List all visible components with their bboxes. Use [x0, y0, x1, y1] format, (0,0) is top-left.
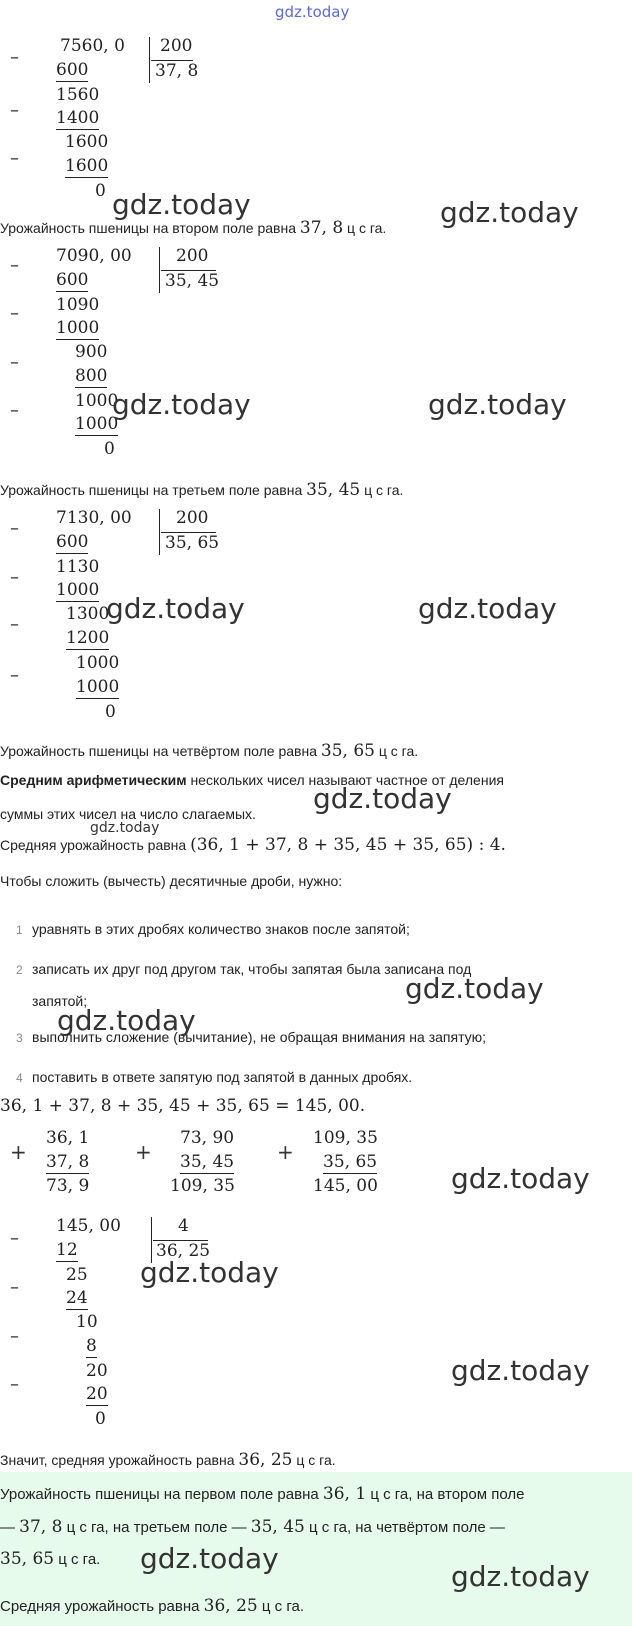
minus-sign: – [10, 148, 19, 169]
division-bar [159, 247, 160, 293]
average-formula: Средняя урожайность равна (36, 1 + 37, 8 + 35, 45 + 35, 65) : 4. [0, 835, 506, 855]
addend: 35, 45 [180, 1152, 235, 1172]
list-item: поставить в ответе запятую под запятой в данных дробях. [32, 1069, 413, 1085]
quotient: 35, 65 [165, 533, 220, 553]
dividend: 7090, 00 [56, 246, 132, 266]
watermark: gdz.today [451, 1162, 590, 1195]
watermark: gdz.today [106, 592, 245, 625]
watermark: gdz.today [451, 1354, 590, 1387]
division-step: 12 [56, 1240, 78, 1260]
watermark: gdz.today [440, 196, 579, 229]
minus-sign: – [10, 518, 19, 539]
minus-sign: – [10, 303, 19, 324]
answer-final: Средняя урожайность равна 36, 25 ц с га. [0, 1596, 304, 1616]
watermark: gdz.today [140, 1256, 279, 1289]
addend: 109, 35 [313, 1128, 378, 1148]
division-step: 600 [56, 532, 89, 552]
addend: 36, 1 [46, 1128, 90, 1148]
watermark: gdz.today [428, 388, 567, 421]
minus-sign: – [10, 1228, 19, 1249]
sum-result: 145, 00 [313, 1176, 378, 1196]
division-step: 1000 [76, 653, 120, 673]
definition-line-2: суммы этих чисел на число слагаемых. [0, 806, 256, 822]
sum-result: 109, 35 [170, 1176, 235, 1196]
watermark: gdz.today [57, 1004, 196, 1037]
watermark: gdz.today [451, 1560, 590, 1593]
divisor: 4 [178, 1216, 189, 1236]
minus-sign: – [10, 665, 19, 686]
result-text-field-3: Урожайность пшеницы на третьем поле равна 35, 45 ц с га. [0, 480, 404, 500]
minus-sign: – [10, 1374, 19, 1395]
divisor: 200 [176, 508, 209, 528]
quotient: 35, 45 [165, 271, 220, 291]
plus-sign: + [10, 1140, 27, 1164]
division-remainder: 0 [95, 181, 106, 201]
division-step: 1200 [66, 628, 110, 648]
addend: 73, 90 [180, 1128, 235, 1148]
watermark: gdz.today [112, 188, 251, 221]
division-step: 1090 [56, 295, 100, 315]
division-remainder: 0 [95, 1409, 106, 1429]
list-number: 2 [16, 963, 23, 977]
plus-sign: + [277, 1140, 294, 1164]
division-step: 1600 [65, 156, 109, 176]
divisor: 200 [160, 36, 193, 56]
division-step: 1000 [56, 318, 100, 338]
division-step: 1300 [66, 604, 110, 624]
divisor: 200 [176, 246, 209, 266]
minus-sign: – [10, 352, 19, 373]
watermark: gdz.today [418, 592, 557, 625]
division-step: 600 [56, 270, 89, 290]
division-step: 1600 [65, 132, 109, 152]
minus-sign: – [10, 47, 19, 68]
division-step: 24 [66, 1288, 88, 1308]
division-step: 1000 [75, 391, 119, 411]
minus-sign: – [10, 1326, 19, 1347]
minus-sign: – [10, 567, 19, 588]
division-step: 20 [86, 1384, 108, 1404]
division-step: 900 [75, 342, 108, 362]
division-step: 1400 [56, 108, 100, 128]
dividend: 145, 00 [56, 1216, 121, 1236]
site-header-logo[interactable]: gdz.today [275, 3, 350, 21]
division-remainder: 0 [104, 439, 115, 459]
rule-intro: Чтобы сложить (вычесть) десятичные дроби, нужно: [0, 873, 343, 889]
minus-sign: – [10, 1277, 19, 1298]
dividend: 7130, 00 [56, 508, 132, 528]
watermark: gdz.today [112, 388, 251, 421]
minus-sign: – [10, 100, 19, 121]
list-number: 1 [16, 923, 23, 937]
minus-sign: – [10, 614, 19, 635]
watermark: gdz.today [405, 972, 544, 1005]
addend: 35, 65 [323, 1152, 378, 1172]
plus-sign: + [135, 1140, 152, 1164]
result-text-field-2: Урожайность пшеницы на втором поле равна 37, 8 ц с га. [0, 218, 387, 238]
answer-line-2: — 37, 8 ц с га, на третьем поле — 35, 45 ц с га, на четвёртом поле — [0, 1517, 505, 1537]
quotient: 37, 8 [155, 61, 199, 81]
division-step: 1560 [56, 85, 100, 105]
division-step: 1000 [76, 677, 120, 697]
division-step: 10 [76, 1312, 98, 1332]
answer-line-1: Урожайность пшеницы на первом поле равна 36, 1 ц с га, на втором поле [0, 1484, 525, 1504]
division-step: 8 [86, 1336, 97, 1356]
addend: 37, 8 [46, 1152, 90, 1172]
definition-line-1: Средним арифметическим нескольких чисел называют частное от деления [0, 772, 504, 788]
division-bar [159, 509, 160, 555]
division-step: 800 [75, 366, 108, 386]
division-step: 1130 [56, 557, 100, 577]
list-item: выполнить сложение (вычитание), не обращая внимания на запятую; [32, 1029, 487, 1045]
list-number: 4 [16, 1071, 23, 1085]
division-step: 1000 [56, 580, 100, 600]
list-number: 3 [16, 1031, 23, 1045]
division-step: 600 [56, 60, 89, 80]
watermark: gdz.today [90, 820, 160, 836]
answer-line-3: 35, 65 ц с га. [0, 1549, 101, 1569]
list-item: записать их друг под другом так, чтобы запятая была записана под [32, 961, 472, 977]
result-text-field-4: Урожайность пшеницы на четвёртом поле равна 35, 65 ц с га. [0, 741, 419, 761]
division-step: 20 [86, 1361, 108, 1381]
minus-sign: – [10, 255, 19, 276]
division-bar [149, 37, 150, 83]
dividend: 7560, 0 [60, 36, 125, 56]
division-remainder: 0 [105, 702, 116, 722]
minus-sign: – [10, 400, 19, 421]
quotient: 36, 25 [156, 1241, 211, 1261]
watermark: gdz.today [140, 1542, 279, 1575]
division-step: 25 [66, 1265, 88, 1285]
sum-result: 73, 9 [46, 1176, 90, 1196]
conclusion-text: Значит, средняя урожайность равна 36, 25 ц с га. [0, 1450, 336, 1470]
list-item-continuation: запятой; [32, 993, 88, 1009]
division-step: 1000 [75, 414, 119, 434]
sum-equation: 36, 1 + 37, 8 + 35, 45 + 35, 65 = 145, 00. [0, 1096, 366, 1116]
list-item: уравнять в этих дробях количество знаков после запятой; [32, 921, 410, 937]
watermark: gdz.today [313, 782, 452, 815]
